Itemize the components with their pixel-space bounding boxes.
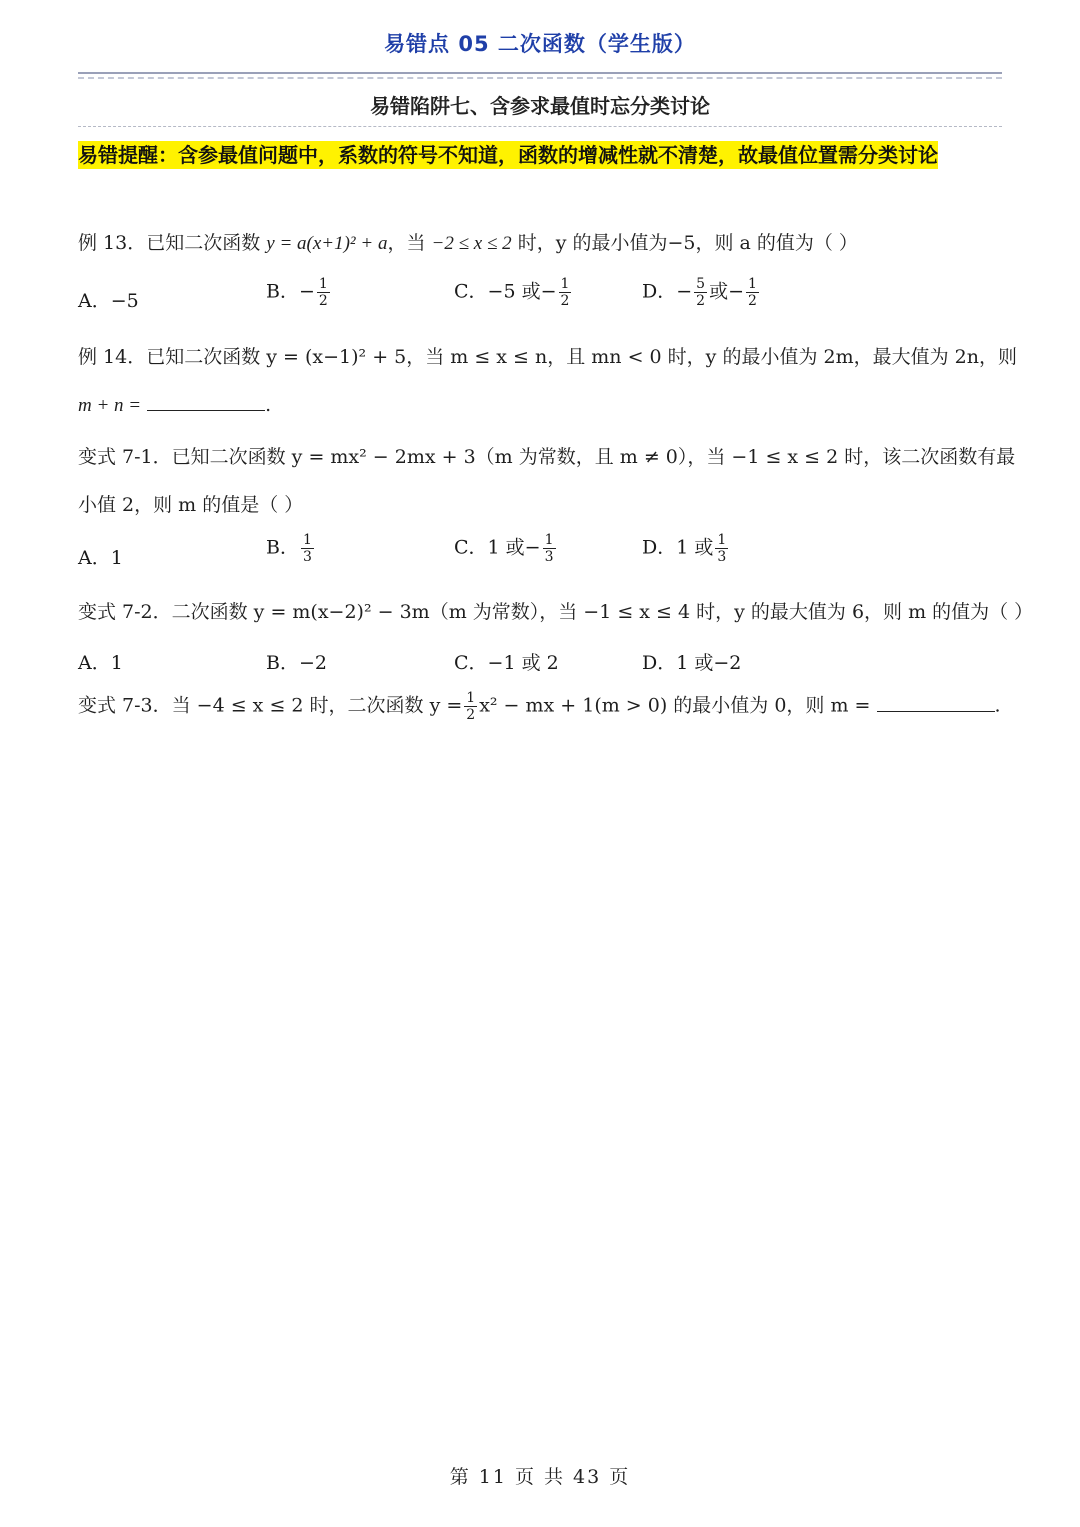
fraction-denominator: 3 — [302, 549, 312, 565]
example-14-answer-prefix: m + n = — [78, 395, 142, 416]
fraction-numerator: 1 — [466, 690, 476, 706]
variant-7-1-option-b — [266, 532, 316, 565]
variant-7-2-option-c: C．−1 或 2 — [454, 652, 559, 674]
option-d-prefix: D．1 或 — [642, 536, 714, 559]
example-13-option-a: A．−5 — [78, 290, 139, 312]
header-rule-dashed — [78, 77, 1002, 79]
example-14-answer-line — [78, 392, 1008, 417]
variant-7-3-fraction — [464, 690, 477, 723]
option-c-fraction — [543, 532, 556, 565]
variant-7-2-option-b: B．−2 — [266, 652, 327, 674]
fraction-numerator: 1 — [748, 276, 757, 292]
fraction-numerator: 1 — [318, 276, 328, 292]
fraction-denominator: 2 — [560, 293, 570, 309]
variant-7-1-question-line2: 小值 2，则 m 的值是（ ） — [78, 494, 304, 516]
variant-7-3-mid: x² − mx + 1(m > 0) 的最小值为 0，则 m = — [479, 694, 871, 717]
option-c-prefix: C．1 或− — [454, 536, 541, 559]
example-13-range: −2 ≤ x ≤ 2 — [431, 233, 512, 254]
header-rule — [78, 72, 1002, 74]
variant-7-3-suffix: . — [994, 694, 1001, 717]
variant-7-1-option-a: A．1 — [78, 547, 123, 569]
fraction-denominator: 2 — [318, 293, 328, 309]
fraction-denominator: 3 — [717, 549, 727, 565]
option-d-fraction-2 — [746, 276, 759, 309]
variant-7-2-question: 变式 7-2．二次函数 y = m(x−2)² − 3m（m 为常数），当 −1 ≤ x ≤ 4 时，y 的最大值为 6，则 m 的值为（ ） — [78, 601, 1034, 623]
page-header-title: 易错点 05 二次函数（学生版） — [384, 32, 696, 56]
option-d-mid: 或− — [709, 280, 744, 303]
variant-7-1-question-line1: 变式 7-1．已知二次函数 y = mx² − 2mx + 3（m 为常数，且 m ≠ 0），当 −1 ≤ x ≤ 2 时，该二次函数有最 — [78, 446, 1016, 468]
option-b-fraction — [317, 276, 330, 309]
warning-box — [78, 134, 1002, 176]
warning-text: 易错提醒：含参最值问题中，系数的符号不知道，函数的增减性就不清楚，故最值位置需分类讨论 — [78, 143, 938, 167]
answer-blank[interactable] — [877, 693, 995, 712]
section-title: 易错陷阱七、含参求最值时忘分类讨论 — [370, 94, 710, 118]
fraction-denominator: 2 — [748, 293, 757, 309]
example-13-mid: ，当 — [387, 232, 426, 254]
fraction-denominator: 2 — [696, 293, 706, 309]
section-rule — [78, 126, 1002, 127]
variant-7-2-option-d: D．1 或−2 — [642, 652, 742, 674]
example-14-answer-suffix: . — [265, 394, 272, 416]
variant-7-3-question — [78, 690, 1008, 723]
example-13-option-d — [642, 276, 761, 309]
answer-blank[interactable] — [147, 392, 265, 411]
option-c-prefix: C．−5 或− — [454, 280, 557, 303]
variant-7-1-option-d — [642, 532, 730, 565]
example-13-option-c — [454, 276, 573, 309]
fraction-numerator: 1 — [302, 532, 312, 548]
variant-7-1-option-c — [454, 532, 558, 565]
variant-7-2-option-a: A．1 — [78, 652, 123, 674]
option-d-fraction-1 — [694, 276, 707, 309]
example-13-formula: y = a(x+1)² + a — [266, 233, 388, 254]
example-14-question: 例 14．已知二次函数 y = (x−1)² + 5，当 m ≤ x ≤ n，且 mn < 0 时，y 的最小值为 2m，最大值为 2n，则 — [78, 346, 1017, 368]
option-b-fraction — [301, 532, 314, 565]
fraction-numerator: 1 — [560, 276, 570, 292]
option-d-prefix: D．− — [642, 280, 693, 303]
example-13-label: 例 13．已知二次函数 — [78, 232, 261, 254]
fraction-numerator: 1 — [717, 532, 727, 548]
fraction-denominator: 2 — [466, 707, 476, 723]
example-13-tail: 时，y 的最小值为−5，则 a 的值为（ ） — [517, 232, 858, 254]
example-13-question — [78, 228, 1008, 255]
page-footer: 第 11 页 共 43 页 — [449, 1466, 631, 1488]
option-d-fraction — [715, 532, 728, 565]
fraction-numerator: 1 — [544, 532, 554, 548]
option-b-prefix: B．− — [266, 280, 315, 303]
fraction-numerator: 5 — [696, 276, 706, 292]
option-c-fraction — [559, 276, 572, 309]
variant-7-3-prefix: 变式 7-3．当 −4 ≤ x ≤ 2 时，二次函数 y = — [78, 694, 463, 717]
example-13-option-b — [266, 276, 332, 309]
option-b-prefix: B． — [266, 536, 299, 559]
fraction-denominator: 3 — [544, 549, 554, 565]
